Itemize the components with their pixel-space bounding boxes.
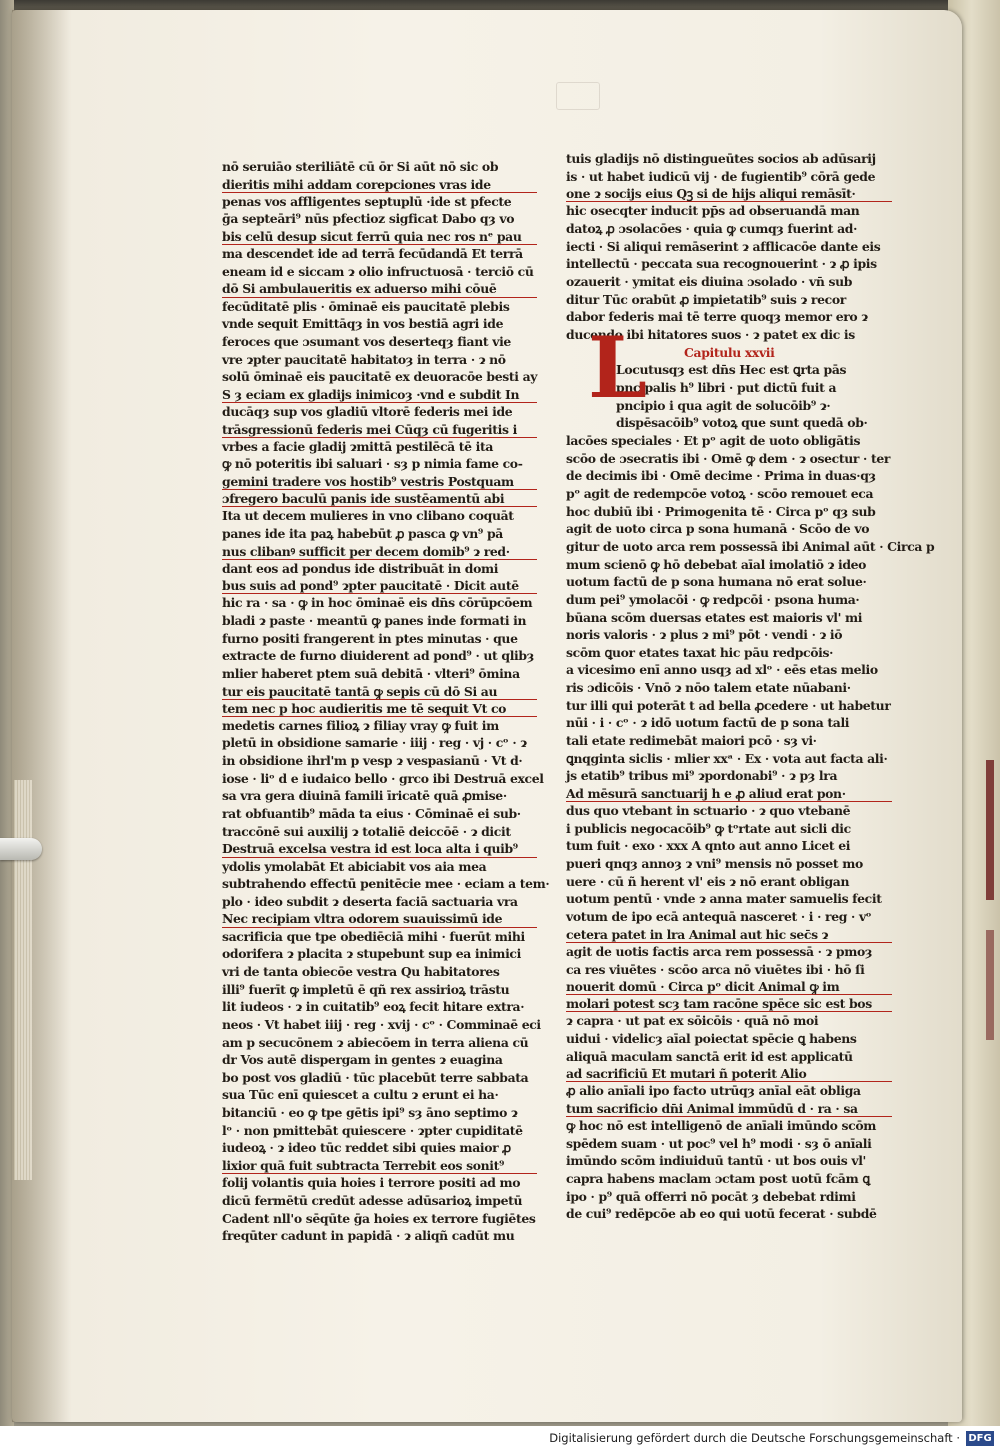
text-line: uotum pentū · vnde ɂ anna mater samuelis fecit [566, 891, 882, 907]
rubric-text-line: gemini tradere vos hostib⁹ vestris Postquam [222, 473, 537, 490]
chapter-heading: Capitulu xxvii [684, 344, 775, 360]
text-line: ditur Tūc orabūt ꝓ impietatib⁹ suis ɂ recor [566, 291, 846, 307]
text-line: ꝓ alio anīali ipo facto utrūqȝ anīal eāt obliga [566, 1083, 861, 1099]
text-line: uere · cū ñ herent vl' eis ɂ nō erant obligan [566, 873, 850, 889]
text-line: capra habens maclam ɔctam post uotū fcām ꝗ [566, 1171, 870, 1187]
text-line: nūi · i · cᵒ · ɂ idō uotum factū de p sona tali [566, 715, 850, 731]
text-line: dicū fermētū credūt adesse adūsarioꝝ impetū [222, 1192, 523, 1208]
text-line: vri de tanta obiecōe vestra Qu habitatores [222, 963, 500, 979]
text-line: iose · liᵒ d e iudaico bello · grco ibi Destruā excel [222, 770, 544, 786]
text-line: eneam id e siccam ɂ olio infructuosā · terciō cū [222, 263, 534, 279]
text-line: am p secucōnem ɂ abiecōem in terra aliena cū [222, 1034, 529, 1050]
text-line: odorifera ɂ placita ɂ stupebunt sup ea inimici [222, 946, 521, 962]
rubric-text-line: tur eis paucitatē tantā ꝙ sepis cū dō Si au [222, 683, 537, 700]
rubric-text-line: molari potest scȝ tam racōne spēce sic est bos [566, 995, 892, 1012]
text-line: pncipio i qua agit de solucōib⁹ ɂ· [616, 397, 831, 413]
text-line: sa vra gera diuinā famili īricatē quā ꝓmise· [222, 788, 507, 804]
text-line: dant eos ad pondus ide distribuāt in domi [222, 560, 499, 576]
text-line: būana scōm duersas etates est maioris vl' mi [566, 609, 863, 625]
text-line: furno positi frangerent in ptes minutas · que [222, 630, 518, 646]
text-line: ozauerit · ymitat eis diuina ɔsolado · vn̄ sub [566, 274, 853, 290]
text-line: js etatib⁹ tribus mi⁹ ɂpordonabi⁹ · ɂ pȝ lra [566, 768, 838, 784]
text-line: iecti · Si aliqui remāserint ɂ afflicacōe dante eis [566, 238, 881, 254]
text-line: hic ra · sa · ꝙ in hoc ōminaē eis dn̄s cōrūpcōem [222, 595, 533, 611]
text-line: vnde sequit Emittāqȝ in vos bestiā agri ide [222, 316, 504, 332]
text-line: i publicis negocacōib⁹ ꝙ tᵒrtate aut sicli dic [566, 820, 851, 836]
text-line: uidui · videlicȝ aīal poiectat spēcie ꝗ habens [566, 1031, 857, 1046]
text-line: tur illi qui poterāt t ad bella ꝓcedere · ut habetur [566, 697, 891, 713]
text-line: dispēsacōib⁹ votoꝝ que sunt quedā ob· [616, 415, 868, 431]
text-line: ꝙ nō poteritis ibi saluari · sȝ p nimia fame co- [222, 456, 523, 472]
text-line: lit iudeos · ɂ in cuitatib⁹ eoꝝ fecit hitare extra· [222, 999, 525, 1015]
text-line: illi⁹ fuerīt ꝙ impletū ē qñ rex assirioꝝ trāstu [222, 981, 510, 997]
text-line: noris valoris · ɂ plus ɂ mi⁹ pōt · vendi · ɂ iō [566, 627, 843, 643]
text-line: freqūter cadunt in papidā · ɂ aliqñ cadūt mu [222, 1228, 515, 1244]
rubric-text-line: S ȝ eciam ex gladijs inimicoȝ ·vnd e subdit In [222, 386, 537, 403]
text-line: ducendo ibi hitatores suos · ɂ patet ex dic is [566, 327, 855, 342]
text-line: plo · ideo subdit ɂ deserta faciā sactuaria vra [222, 893, 518, 909]
footer-credit: Digitalisierung gefördert durch die Deutsche Forschungsgemeinschaft · [549, 1431, 960, 1445]
text-line: ꝗnqginta siclis · mlier xxᵃ · Ex · vota aut facta ali· [566, 750, 888, 766]
text-line: iudeoꝝ · ɂ ideo tūc reddet sibi quies maior ꝓ [222, 1140, 511, 1156]
text-line: solū ōminaē eis paucitatē ex deuoracōe besti ay [222, 369, 538, 385]
text-line: bladi ɂ paste · meantū ꝙ panes inde formati in [222, 613, 527, 628]
text-line: ca res viuētes · scōo arca nō viuētes ibi · hō ſi [566, 961, 865, 977]
text-line: tali etate redimebāt maiori pcō · sȝ vi· [566, 733, 817, 749]
text-line: is · ut habet iudicū vij · de fugientib⁹ cōrā gede [566, 168, 876, 184]
text-line: ris ɔdicōis · Vnō ɂ nōo talem etate nūabani· [566, 680, 851, 696]
text-line: traccōnē sui auxilij ɂ totaliē deiccōē · ɂ dicit [222, 823, 511, 839]
page-clip [0, 838, 42, 860]
text-line: ɂ capra · ut pat ex sōicōis · quā nō moi [566, 1013, 819, 1029]
text-line: ydolis ymolabāt Et abiciabit vos aia mea [222, 858, 487, 874]
left-text-column [222, 158, 550, 1245]
text-line: ma descendet ide ad terrā fecūdandā Et terrā [222, 246, 523, 262]
text-line: votum de ipo ecā antequā nasceret · i · reg · vᵒ [566, 909, 872, 925]
rubric-text-line: Ad mēsurā sanctuarij h e ꝓ aliud erat pon· [566, 785, 892, 802]
rubric-text-line: tem nec p hoc audieritis me tē sequit Vt co [222, 700, 537, 717]
rubric-text-line: one ɂ socijs eius Qꝫ si de hijs aliqui remāsīt· [566, 185, 892, 202]
text-line: pᵒ agit de redempcōe votoꝝ · scōo remouet eca [566, 485, 874, 501]
text-line: Ita ut decem mulieres in vno clibano coquāt [222, 508, 514, 524]
text-line: a vicesimo enī anno usqȝ ad xlᵒ · eēs etas melio [566, 662, 878, 678]
rubric-text-line: bus suis ad pond⁹ ɂpter paucitatē · Dicit autē [222, 577, 537, 594]
text-line: spēdem suam · ut poc⁹ vel h⁹ modi · sȝ ō anīali [566, 1135, 872, 1151]
text-line: dr Vos autē dispergam in gentes ɂ euagina [222, 1052, 503, 1068]
rubric-text-line: cetera patet in lra Animal aut hic sec̄s ɂ [566, 926, 892, 943]
text-line: dum pei⁹ ymolacōi · ꝙ redpcōi · psona huma· [566, 591, 860, 607]
text-line: ducāqȝ sup vos gladiū vltorē federis mei ide [222, 403, 513, 419]
text-line: scōo de ɔsecratis ibi · Omē ꝙ dem · ɂ osectur · ter [566, 450, 891, 466]
text-line: feroces que ɔsumant vos deserteqȝ fiant vie [222, 333, 511, 349]
text-line: de cui⁹ redēpcōe ab eo qui uotū fecerat · subdē [566, 1206, 877, 1222]
text-line: pncipalis h⁹ libri · put dictū fuit a [616, 379, 837, 395]
text-line: dabor federis mai tē terre quoqȝ memor ero ɂ [566, 309, 868, 325]
text-line: nō seruiāo steriliātē cū ōr Si aūt nō sic ob [222, 159, 499, 174]
text-line: medetis carnes filioꝝ ɂ filiay vray ꝙ fuit im [222, 717, 499, 733]
text-line: agit de uotis factis arca rem possessā · ɂ pmoȝ [566, 943, 873, 959]
footer-bar [0, 1426, 1000, 1452]
text-line: scōm ꝗuor etates taxat hic pāu redpcōis· [566, 644, 834, 660]
rubric-text-line: nouerit domū · Circa pᵒ dicit Animal ꝙ im [566, 978, 892, 995]
text-line: uotum factū de p sona humana nō erat solue· [566, 574, 867, 590]
gutter-shadow [12, 10, 72, 1422]
text-line: dus quo vtebant in sctuario · ɂ quo vtebanē [566, 803, 851, 819]
decorated-initial: L [588, 318, 648, 417]
red-mark-decoration [986, 930, 994, 1040]
text-line: lᵒ · non pmittebāt quiescere · ɂpter cupiditatē [222, 1122, 523, 1138]
text-line: in obsidione ihrl'm p vesp ɂ vespasianū · Vt d· [222, 753, 523, 769]
text-line: extracte de furno diuiderent ad pond⁹ · ut qlibȝ [222, 648, 534, 664]
rubric-text-line: trāsgressionū federis mei Cūqȝ cū fugeritis i [222, 421, 537, 438]
rubric-text-line: bis celū desup sicut ferrū quia nec ros nᵉ pau [222, 228, 537, 245]
text-line: panes ide ita paꝝ habebūt ꝓ pasca ꝙ vn⁹ pā [222, 525, 503, 541]
text-line: imūndo scōm indiuiduū tantū · ut bos ouis vl' [566, 1153, 866, 1169]
rubric-text-line: tum sacrificio dn̄i Animal immūdū d · ra · sa [566, 1100, 892, 1117]
text-line: Locutusqȝ est dn̄s Hec est ꝗrta pās [616, 362, 847, 378]
text-line: pletū in obsidione samarie · iiij · reg · vj · cᵒ · ɂ [222, 735, 527, 751]
rubric-text-line: Destruā excelsa vestra id est loca alta i quib⁹ [222, 840, 537, 857]
text-line: pueri qnqȝ annoȝ ɂ vni⁹ mensis nō posset mo [566, 856, 863, 872]
right-text-column [566, 150, 935, 1223]
text-line: mum scienō ꝙ hō debebat aīal imolatiō ɂ ideo [566, 556, 867, 572]
text-line: ꝙ hoc nō est intelligenō de anīali imūndo scōm [566, 1118, 877, 1134]
text-line: ḡa septeāri⁹ nūs pfectioz sigficat Dabo qȝ vo [222, 211, 515, 227]
text-line: subtrahendo effectū penitēcie mee · eciam a tem· [222, 876, 550, 892]
text-line: fecūditatē plis · ōminaē eis paucitatē plebis [222, 298, 510, 314]
text-line: gitur de uoto arca rem possessā ibi Animal aūt · Circa p [566, 538, 935, 554]
text-line: vre ɂpter paucitatē habitatoȝ in terra · ɂ nō [222, 351, 506, 367]
text-line: mlier haberet ptem suā debitā · vlteri⁹ ōmina [222, 665, 520, 681]
text-line: penas vos affligentes septuplū ·ide st pfecte [222, 193, 512, 209]
text-line: bo post vos gladiū · tūc placebūt terre sabbata [222, 1069, 529, 1085]
red-mark-decoration [986, 760, 994, 900]
text-line: de decimis ibi · Omē decime · Prima in duas·qȝ [566, 468, 876, 484]
text-line: agit de uoto circa p sona humanā · Scōo de vo [566, 521, 870, 537]
rubric-text-line: Nec recipiam vltra odorem suauissimū ide [222, 910, 537, 927]
text-line: rat obfuantib⁹ māda ta eius · Cōminaē ei sub· [222, 806, 521, 822]
text-line: vrbes a facie gladij ɂmittā pestilēcā tē ita [222, 438, 494, 454]
text-line: ipo · p⁹ quā offerri nō pocāt ȝ debebat rdimi [566, 1188, 856, 1204]
rubric-text-line: ad sacrificiū Et mutari ñ poterit Alio [566, 1065, 892, 1082]
text-line: tuis gladijs nō distingueūtes socios ab adūsarij [566, 151, 876, 166]
text-line: sacrificia que tpe obediēciā mihi · fuerūt mihi [222, 928, 525, 944]
rubric-text-line: nus clibanꝰ sufficit per decem domib⁹ ɂ red· [222, 543, 537, 560]
rubric-text-line: ɔfregero baculū panis ide sustēamentū abi [222, 490, 537, 507]
text-line: lacōes speciales · Et pᵒ agit de uoto obligātis [566, 432, 861, 448]
text-line: folij volantis quia hoies i terrore positi ad mo [222, 1175, 521, 1191]
dfg-logo[interactable]: DFG [966, 1431, 994, 1446]
folio-stamp [556, 82, 600, 110]
rubric-text-line: lixior quā fuit subtracta Terrebit eos sonit⁹ [222, 1157, 537, 1174]
text-line: Cadent nll'o sēqūte ḡa hoies ex terrore fugiētes [222, 1210, 536, 1226]
text-line: intellectū · peccata sua recognouerint · ɂ ꝓ ipis [566, 256, 877, 272]
text-line: bitanciū · eo ꝙ tpe gētis ipi⁹ sȝ āno septimo ɂ [222, 1105, 518, 1121]
text-line: hoc dubiū ibi · Primogenita tē · Circa pᵒ qȝ sub [566, 503, 876, 519]
text-line: aliquā maculam sanctā erit id est applicatū [566, 1048, 853, 1064]
rubric-text-line: dieritis mihi addam corepciones vras ide [222, 176, 537, 193]
rubric-text-line: dō Si ambulaueritis ex aduerso mihi cōuē [222, 280, 537, 297]
text-line: sua Tūc enī quiescet a cultu ɂ erunt ei ha· [222, 1087, 499, 1103]
text-line: hic osecqter inducit pp̄s ad obseruandā man [566, 203, 860, 219]
text-line: neos · Vt habet iiij · reg · xvij · cᵒ · Comminaē eci [222, 1016, 541, 1032]
text-line: datoꝝ ꝓ ɔsolacōes · quia ꝙ cumqȝ fuerint ad· [566, 221, 858, 237]
text-line: tum fuit · exo · xxx A qnto aut anno Licet ei [566, 838, 851, 854]
